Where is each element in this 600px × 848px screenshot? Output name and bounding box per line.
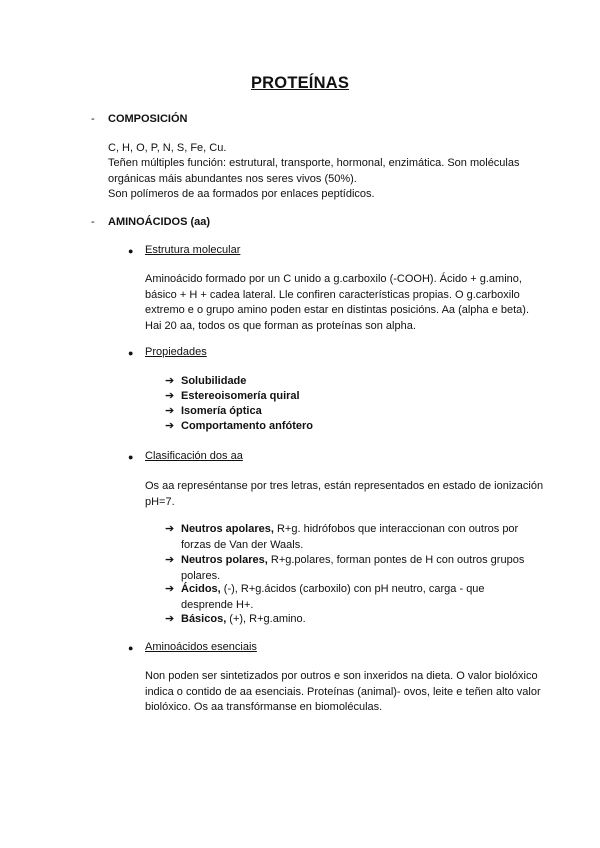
arrow-icon: ➔ [165,583,175,595]
arrow-icon: ➔ [165,390,175,402]
composicion-elements: C, H, O, P, N, S, Fe, Cu. [108,142,227,154]
page-title: PROTEÍNAS [250,74,350,92]
clasificacion-item-desc: R+g.polares, forman pontes de H con outros grupos polares. [181,554,525,582]
composicion-polymers: Son polímeros de aa formados por enlaces peptídicos. [108,188,375,200]
subheading-esenciais: Aminoácidos esenciais [145,641,257,653]
clasificacion-item-desc: (+), R+g.amino. [226,613,306,625]
list-dash: - [91,216,95,228]
arrow-icon: ➔ [165,554,175,566]
propiedade-item: Solubilidade [181,375,247,387]
arrow-icon: ➔ [165,405,175,417]
subheading-estrutura: Estrutura molecular [145,244,241,256]
subheading-clasificacion: Clasificación dos aa [145,450,243,462]
subheading-propiedades: Propiedades [145,346,207,358]
clasificacion-item-label: Neutros apolares, [181,523,274,535]
arrow-icon: ➔ [165,420,175,432]
clasificacion-item-label: Ácidos, [181,583,221,595]
bullet-icon: ● [128,348,134,358]
propiedade-item: Isomería óptica [181,405,262,417]
clasificacion-item [181,612,541,628]
clasificacion-item-desc: R+g. hidrófobos que interaccionan con outros por forzas de Van der Waals. [181,523,519,551]
clasificacion-item [181,582,526,613]
clasificacion-item-desc: (-), R+g.ácidos (carboxilo) con pH neutro, carga - que desprende H+. [181,583,485,611]
composicion-functions: Teñen múltiples función: estrutural, transporte, hormonal, enzimática. Son moléculas orgánicas máis abundantes nos seres vivos (50%). [108,157,520,185]
clasificacion-item [181,522,541,553]
estrutura-text: Aminoácido formado por un C unido a g.carboxilo (-COOH). Ácido + g.amino, básico + H + cadea lateral. Lle confiren características propias. O g.carboxilo extremo e o grupo amino poden estar en distintas posicións. Aa (alpha e beta). Hai 20 aa, todos os que forman as proteínas son alpha. [145,273,530,332]
clasificacion-text: Os aa represéntanse por tres letras, están representados en estado de ionización pH=7. [145,480,544,508]
list-dash: - [91,113,95,125]
esenciais-text: Non poden ser sintetizados por outros e son inxeridos na dieta. O valor biolóxico indica o contido de aa esenciais. Proteínas (animal)- ovos, leite e teñen alto valor biolóxico. Os aa transfórmanse en biomoléculas. [145,670,541,713]
clasificacion-item-label: Básicos, [181,613,227,625]
bullet-icon: ● [128,246,134,256]
arrow-icon: ➔ [165,613,175,625]
propiedade-item: Comportamento anfótero [181,420,313,432]
clasificacion-item [181,553,541,584]
propiedade-item: Estereoisomería quiral [181,390,300,402]
section-heading-aminoacidos: AMINOÁCIDOS (aa) [108,216,211,228]
bullet-icon: ● [128,452,134,462]
section-heading-composicion: COMPOSICIÓN [108,113,188,125]
arrow-icon: ➔ [165,375,175,387]
bullet-icon: ● [128,643,134,653]
arrow-icon: ➔ [165,523,175,535]
clasificacion-item-label: Neutros polares, [181,554,268,566]
